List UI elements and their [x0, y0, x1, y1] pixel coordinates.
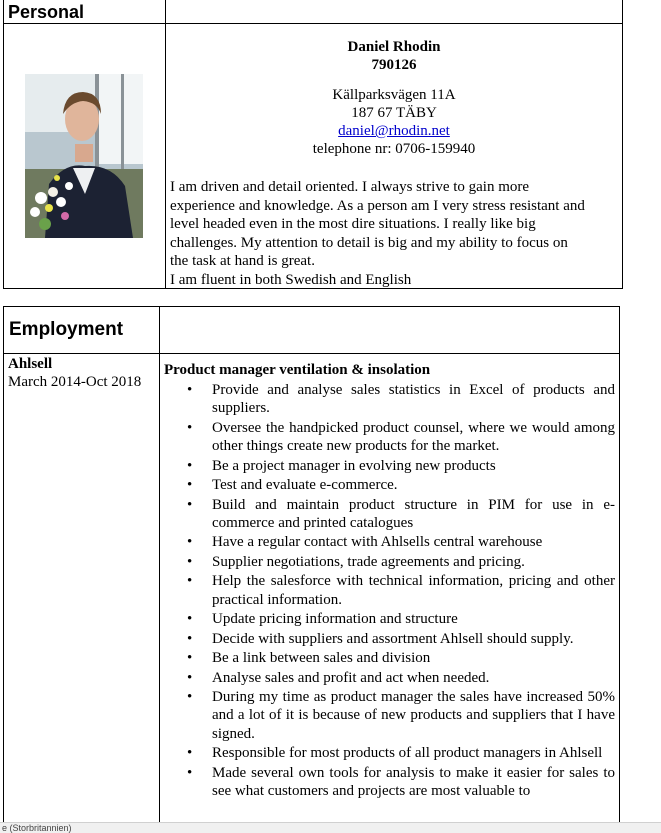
duty-item: • Made several own tools for analysis to make it easier for sales to see what customers and projects are most valuable to [164, 764, 615, 801]
duty-item: • Test and evaluate e-commerce. [164, 476, 615, 494]
profile-photo [25, 74, 143, 238]
job-duties-list [164, 381, 615, 801]
employment-section-title: Employment [9, 319, 124, 340]
duty-item: • Be a link between sales and division [164, 649, 615, 667]
duty-item: • Supplier negotiations, trade agreements and pricing. [164, 553, 615, 571]
about-line: experience and knowledge. As a person am I very stress resistant and [170, 197, 585, 214]
address-postal: 187 67 TÄBY [351, 105, 437, 121]
duty-item: • Decide with suppliers and assortment Ahlsell should supply. [164, 630, 615, 648]
about-line: level headed even in the most dire situations. I really like big [170, 216, 536, 232]
about-line: challenges. My attention to detail is big and my ability to focus on [170, 234, 568, 251]
job-role: Product manager ventilation & insolation [164, 362, 431, 378]
about-line: the task at hand is great. [170, 253, 315, 269]
phone-number: telephone nr: 0706-159940 [312, 141, 476, 157]
status-bar [0, 822, 661, 833]
personal-header-empty-cell [165, 0, 623, 24]
about-text [170, 178, 622, 289]
duty-item: • Analyse sales and profit and act when needed. [164, 669, 615, 687]
address-street: Källparksvägen 11A [332, 87, 456, 103]
duty-item: • Responsible for most products of all product managers in Ahlsell [164, 744, 615, 762]
duty-item: • Update pricing information and structure [164, 610, 615, 628]
status-language: e (Storbritannien) [2, 823, 72, 833]
profile-photo-image [25, 74, 143, 238]
email-link[interactable]: daniel@rhodin.net [338, 123, 450, 139]
person-name: Daniel Rhodin [347, 39, 441, 55]
about-line: I am driven and detail oriented. I always strive to gain more [170, 179, 530, 195]
duty-item: • Build and maintain product structure in PIM for use in e-commerce and printed catalogues [164, 496, 615, 533]
about-line: I am fluent in both Swedish and English [170, 271, 412, 288]
person-id-number: 790126 [371, 57, 417, 73]
personal-section-title: Personal [8, 2, 85, 22]
job-company: Ahlsell [8, 356, 53, 372]
duty-item: • Oversee the handpicked product counsel, where we would among other things create new products for the market. [164, 419, 615, 456]
duty-item: • Help the salesforce with technical information, pricing and other practical information. [164, 572, 615, 609]
job-company-cell [3, 353, 160, 833]
duty-item: • Provide and analyse sales statistics in Excel of products and suppliers. [164, 381, 615, 418]
duty-item: • During my time as product manager the sales have increased 50% and a lot of it is because of new products and suppliers that I have signed. [164, 688, 615, 743]
employment-header-empty-cell [159, 306, 620, 354]
duty-item: • Be a project manager in evolving new products [164, 457, 615, 475]
duty-item: • Have a regular contact with Ahlsells central warehouse [164, 533, 615, 551]
job-period: March 2014-Oct 2018 [8, 374, 142, 390]
